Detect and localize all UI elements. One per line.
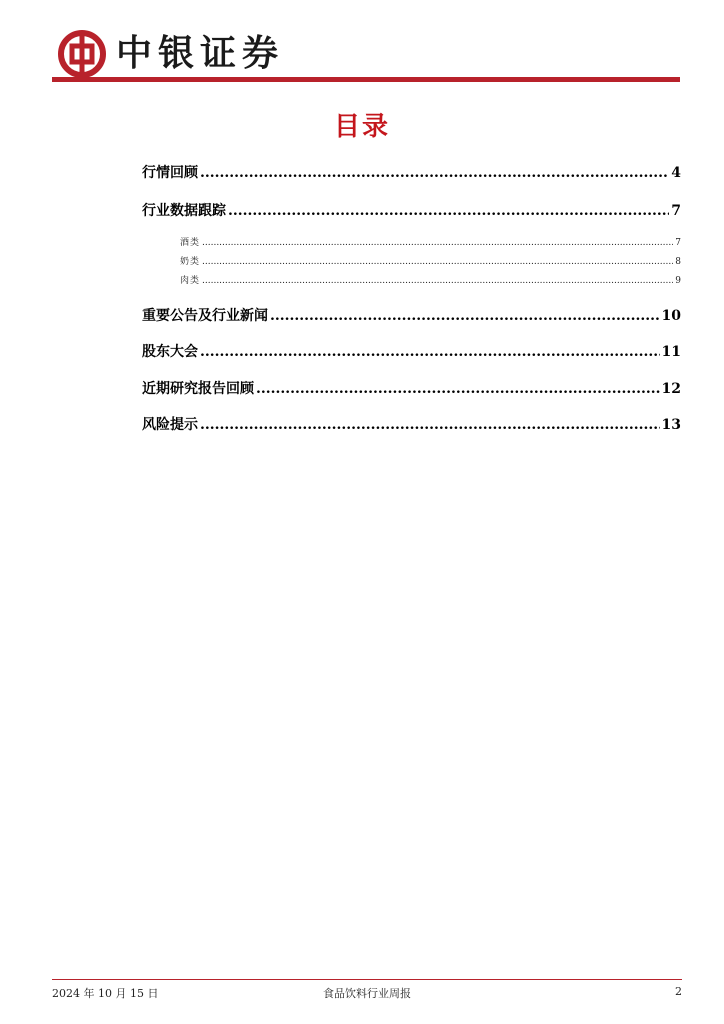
toc-entry-page: 11 bbox=[661, 344, 681, 360]
toc-subentry[interactable] bbox=[180, 254, 681, 267]
toc-leader-dots bbox=[200, 417, 660, 433]
report-date: 2024 年 10 月 15 日 bbox=[52, 987, 159, 1000]
toc-entry[interactable] bbox=[142, 162, 681, 182]
toc-subentry-page: 9 bbox=[675, 276, 681, 286]
toc-subentry[interactable] bbox=[180, 273, 681, 286]
page-header bbox=[52, 24, 682, 86]
toc-subentry-label: 酒类 bbox=[180, 238, 201, 248]
toc-leader-dots bbox=[270, 308, 660, 324]
footer-divider bbox=[52, 979, 682, 980]
toc-leader-dots bbox=[200, 344, 660, 360]
toc-entry[interactable] bbox=[142, 378, 681, 398]
toc-leader-dots bbox=[202, 276, 673, 286]
toc-entry-page: 4 bbox=[671, 165, 681, 181]
toc-subentry[interactable] bbox=[180, 235, 681, 248]
toc-entry[interactable] bbox=[142, 414, 681, 434]
toc-entry[interactable] bbox=[142, 200, 681, 220]
header-divider bbox=[52, 77, 680, 82]
toc-entry[interactable] bbox=[142, 341, 681, 361]
toc-entry-label: 风险提示 bbox=[142, 417, 198, 433]
toc-title: 目录 bbox=[333, 112, 390, 142]
toc-leader-dots bbox=[200, 165, 669, 181]
toc-entry-label: 近期研究报告回顾 bbox=[142, 381, 254, 397]
page-number: 2 bbox=[675, 985, 682, 998]
toc-entry-page: 10 bbox=[661, 308, 681, 324]
toc-leader-dots bbox=[256, 381, 660, 397]
toc-entry-label: 行业数据跟踪 bbox=[142, 203, 226, 219]
toc-subentry-label: 肉类 bbox=[180, 276, 201, 286]
toc-entry-page: 13 bbox=[661, 417, 681, 433]
brand-name: 中银证券 bbox=[116, 33, 285, 74]
toc-leader-dots bbox=[228, 203, 669, 219]
toc-entry-page: 12 bbox=[661, 381, 681, 397]
toc-entry-page: 7 bbox=[671, 203, 681, 219]
toc-leader-dots bbox=[202, 257, 673, 267]
toc-entry[interactable] bbox=[142, 305, 681, 325]
toc-subentry-page: 7 bbox=[675, 238, 681, 248]
toc-entry-label: 股东大会 bbox=[142, 344, 198, 360]
toc-entry-label: 重要公告及行业新闻 bbox=[142, 308, 268, 324]
toc-subentry-page: 8 bbox=[675, 257, 681, 267]
toc-subentry-label: 奶类 bbox=[180, 257, 201, 267]
bank-of-china-logo-icon bbox=[58, 30, 106, 78]
toc-leader-dots bbox=[202, 238, 673, 248]
toc-entry-label: 行情回顾 bbox=[142, 165, 198, 181]
report-name: 食品饮料行业周报 bbox=[323, 987, 411, 1000]
